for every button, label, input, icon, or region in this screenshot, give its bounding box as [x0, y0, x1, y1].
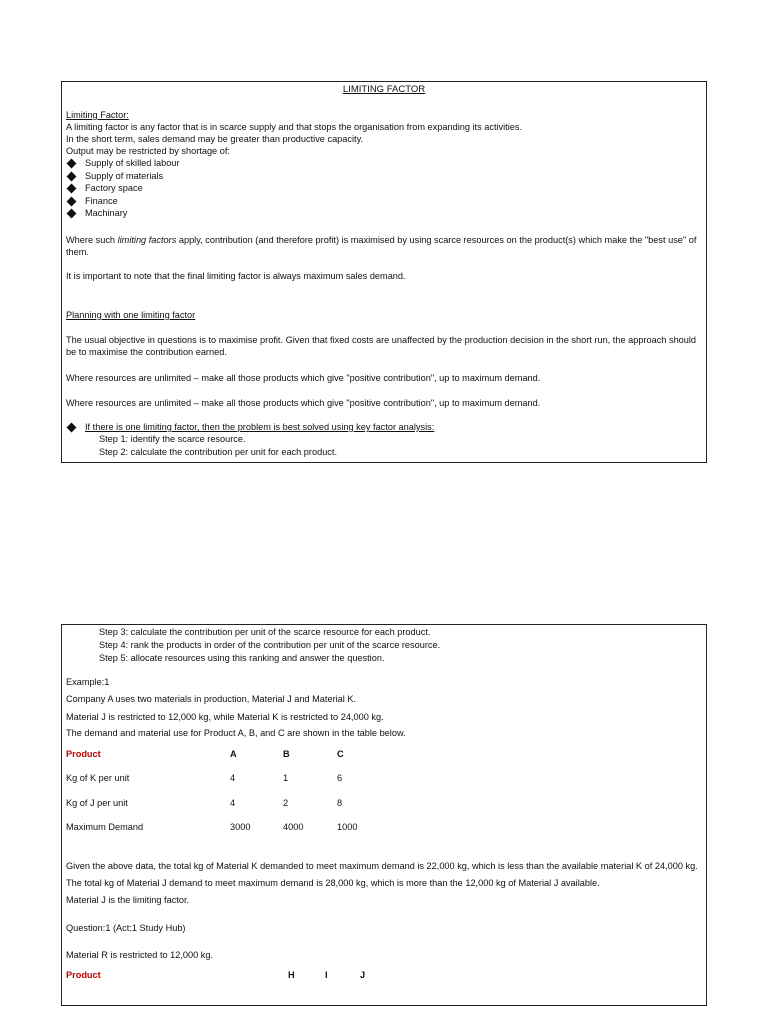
diamond-bullet-icon — [67, 159, 77, 169]
table-cell: 4000 — [283, 822, 304, 832]
paragraph-text: apply, contribution (and therefore profit) is maximised by using scarce resources on the product(s) which make the "best use" of them. — [66, 235, 697, 257]
company-line: Company A uses two materials in production, Material J and Material K. — [66, 694, 357, 704]
restriction-line: Material J is restricted to 12,000 kg, while Material K is restricted to 24,000 kg. — [66, 712, 384, 722]
intro-line-2: In the short term, sales demand may be greater than productive capacity. — [66, 134, 364, 144]
table-column-header: B — [283, 749, 290, 759]
table-column-header: J — [360, 970, 366, 980]
best-use-paragraph — [66, 234, 702, 258]
page-title: LIMITING FACTOR — [342, 84, 426, 95]
table-column-header: A — [230, 749, 237, 759]
paragraph-text: Where such — [66, 235, 118, 245]
important-note: It is important to note that the final limiting factor is always maximum sales demand. — [66, 271, 406, 281]
example-heading: Example:1 — [66, 677, 110, 687]
diamond-bullet-icon — [67, 184, 77, 194]
bullet-item: Factory space — [85, 183, 143, 193]
table-cell: 2 — [283, 798, 289, 808]
bullet-item: Supply of skilled labour — [85, 158, 180, 168]
intro-line-1: A limiting factor is any factor that is in scarce supply and that stops the organisation from expanding its activities. — [66, 122, 523, 132]
step-1: Step 1: identify the scarce resource. — [99, 434, 246, 444]
document-page-1 — [61, 81, 707, 463]
analysis-line-2: The total kg of Material J demand to meet maximum demand is 28,000 kg, which is more than the 12,000 kg of Material J available. — [66, 878, 600, 888]
table-header-label: Product — [66, 970, 101, 980]
bullet-item: Supply of materials — [85, 171, 164, 181]
planning-heading: Planning with one limiting factor — [66, 310, 196, 320]
question-heading: Question:1 (Act:1 Study Hub) — [66, 923, 186, 933]
analysis-line-1: Given the above data, the total kg of Material K demanded to meet maximum demand is 22,000 kg, which is less than the available material K of 24,000 kg. — [66, 861, 698, 871]
table-cell: 1000 — [337, 822, 358, 832]
table-column-header: H — [288, 970, 295, 980]
row-label: Kg of K per unit — [66, 773, 130, 783]
material-r-line: Material R is restricted to 12,000 kg. — [66, 950, 214, 960]
key-factor-line: If there is one limiting factor, then the problem is best solved using key factor analysis: — [85, 422, 435, 432]
table-header-label: Product — [66, 749, 101, 759]
table-column-header: C — [337, 749, 344, 759]
intro-line-3: Output may be restricted by shortage of: — [66, 146, 230, 156]
objective-paragraph: The usual objective in questions is to maximise profit. Given that fixed costs are unaffected by the production decision in the short run, the approach should be to maximise the contribution earned. — [66, 335, 697, 357]
step-4: Step 4: rank the products in order of the contribution per unit of the scarce resource. — [99, 640, 441, 650]
document-page-2 — [61, 624, 707, 1006]
section-heading-limiting-factor: Limiting Factor: — [66, 110, 129, 120]
unlimited-line-1: Where resources are unlimited – make all those products which give "positive contribution", up to maximum demand. — [66, 373, 541, 383]
bullet-item: Finance — [85, 196, 118, 206]
table-column-header: I — [325, 970, 328, 980]
step-3: Step 3: calculate the contribution per unit of the scarce resource for each product. — [99, 627, 431, 637]
table-cell: 8 — [337, 798, 343, 808]
table-cell: 4 — [230, 798, 236, 808]
diamond-bullet-icon — [67, 423, 77, 433]
diamond-bullet-icon — [67, 172, 77, 182]
table-cell: 6 — [337, 773, 343, 783]
analysis-line-3: Material J is the limiting factor. — [66, 895, 190, 905]
table-cell: 4 — [230, 773, 236, 783]
table-intro: The demand and material use for Product A, B, and C are shown in the table below. — [66, 728, 406, 738]
diamond-bullet-icon — [67, 209, 77, 219]
bullet-item: Machinary — [85, 208, 128, 218]
unlimited-line-2: Where resources are unlimited – make all those products which give "positive contribution", up to maximum demand. — [66, 398, 541, 408]
diamond-bullet-icon — [67, 197, 77, 207]
table-cell: 1 — [283, 773, 289, 783]
row-label: Maximum Demand — [66, 822, 144, 832]
step-2: Step 2: calculate the contribution per unit for each product. — [99, 447, 338, 457]
row-label: Kg of J per unit — [66, 798, 128, 808]
paragraph-italic-term: limiting factors — [117, 235, 177, 245]
table-cell: 3000 — [230, 822, 251, 832]
step-5: Step 5: allocate resources using this ranking and answer the question. — [99, 653, 385, 663]
